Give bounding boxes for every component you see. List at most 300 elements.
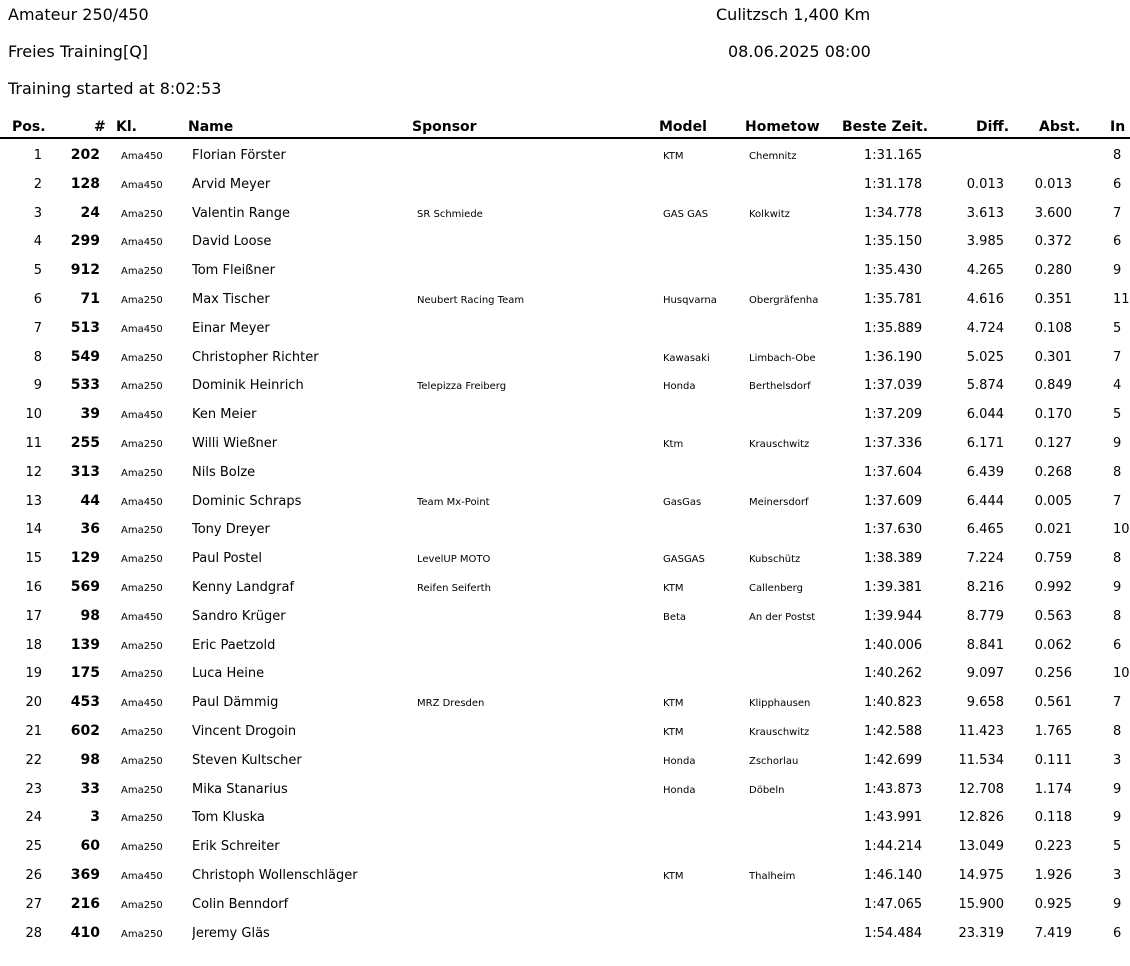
cell-pos: 7 [33, 320, 42, 336]
table-row [0, 256, 1130, 285]
cell-name: Florian Förster [192, 148, 286, 163]
cell-hometown: Thalheim [749, 870, 796, 882]
cell-pos: 19 [25, 666, 42, 682]
cell-gap: 0.280 [1034, 263, 1072, 279]
cell-gap: 0.021 [1034, 522, 1072, 538]
cell-gap: 0.925 [1034, 896, 1072, 912]
cell-in: 9 [1113, 435, 1122, 451]
cell-in: 9 [1113, 810, 1122, 826]
cell-name: Ken Meier [192, 407, 257, 423]
cell-number: 98 [80, 751, 100, 768]
cell-number: 128 [70, 175, 100, 192]
cell-number: 255 [70, 434, 100, 451]
cell-in: 5 [1113, 320, 1122, 336]
cell-model: KTM [663, 698, 684, 710]
cell-in: 6 [1113, 234, 1122, 250]
cell-model: KTM [663, 726, 684, 738]
col-header-diff: Diff. [976, 119, 1010, 135]
cell-pos: 2 [33, 176, 42, 192]
cell-in: 7 [1113, 205, 1122, 221]
col-header-number: # [94, 119, 106, 135]
cell-number: 36 [80, 521, 100, 538]
cell-number: 453 [70, 694, 100, 711]
cell-best-time: 1:35.781 [864, 291, 923, 307]
cell-model: Beta [663, 611, 687, 623]
cell-number: 410 [70, 924, 100, 941]
cell-in: 6 [1113, 637, 1122, 653]
cell-hometown: An der Postst [749, 611, 816, 623]
cell-in: 9 [1113, 896, 1122, 912]
cell-gap: 0.108 [1034, 320, 1072, 336]
cell-class: Ama250 [121, 467, 163, 479]
cell-diff: 0.013 [966, 176, 1004, 192]
cell-name: Max Tischer [192, 291, 270, 307]
cell-best-time: 1:37.336 [864, 435, 923, 451]
cell-number: 299 [70, 233, 100, 250]
cell-sponsor: LevelUP MOTO [417, 554, 491, 566]
cell-class: Ama250 [121, 352, 163, 364]
cell-in: 8 [1113, 723, 1122, 739]
cell-sponsor: MRZ Dresden [417, 698, 485, 710]
cell-class: Ama450 [121, 237, 163, 249]
cell-diff: 15.900 [958, 896, 1004, 912]
table-row [0, 573, 1130, 602]
cell-best-time: 1:46.140 [864, 867, 923, 883]
cell-name: Jeremy Gläs [192, 925, 270, 941]
cell-pos: 4 [33, 234, 42, 250]
cell-name: Arvid Meyer [192, 176, 271, 192]
table-row [0, 631, 1130, 660]
cell-number: 313 [70, 463, 100, 480]
cell-in: 9 [1113, 263, 1122, 279]
cell-name: Christoph Wollenschläger [192, 867, 358, 883]
cell-best-time: 1:40.262 [864, 666, 923, 682]
cell-pos: 27 [25, 896, 42, 912]
cell-in: 6 [1113, 176, 1122, 192]
table-row [0, 544, 1130, 573]
cell-gap: 3.600 [1034, 205, 1072, 221]
cell-pos: 17 [25, 608, 42, 624]
cell-class: Ama250 [121, 208, 163, 220]
cell-pos: 24 [25, 810, 42, 826]
table-row [0, 487, 1130, 516]
cell-class: Ama250 [121, 294, 163, 306]
cell-number: 71 [80, 290, 100, 307]
cell-class: Ama250 [121, 899, 163, 911]
cell-class: Ama250 [121, 928, 163, 940]
cell-diff: 8.779 [966, 608, 1004, 624]
cell-in: 9 [1113, 781, 1122, 797]
cell-best-time: 1:31.165 [864, 148, 923, 163]
cell-name: Paul Postel [192, 551, 263, 567]
table-row [0, 746, 1130, 775]
cell-best-time: 1:37.039 [864, 378, 923, 394]
cell-name: Mika Stanarius [192, 781, 288, 797]
col-header-name: Name [188, 119, 234, 135]
table-row [0, 717, 1130, 746]
cell-pos: 25 [25, 839, 42, 855]
cell-class: Ama450 [121, 323, 163, 335]
cell-name: Dominic Schraps [192, 493, 302, 509]
table-row [0, 832, 1130, 861]
cell-model: Husqvarna [663, 294, 717, 306]
cell-number: 216 [70, 895, 100, 912]
cell-class: Ama250 [121, 554, 163, 566]
cell-number: 202 [70, 147, 100, 163]
cell-class: Ama450 [121, 179, 163, 191]
cell-model: Honda [663, 381, 696, 393]
table-row [0, 199, 1130, 228]
track-name: Culitzsch 1,400 Km [716, 5, 871, 24]
cell-best-time: 1:35.430 [864, 263, 923, 279]
cell-class: Ama250 [121, 381, 163, 393]
cell-class: Ama450 [121, 151, 163, 162]
cell-best-time: 1:37.609 [864, 493, 923, 509]
cell-gap: 1.926 [1034, 867, 1072, 883]
cell-model: GASGAS [663, 554, 705, 566]
cell-name: Willi Wießner [192, 435, 278, 451]
cell-best-time: 1:37.604 [864, 464, 923, 480]
cell-pos: 11 [25, 435, 42, 451]
table-row [0, 890, 1130, 919]
cell-name: Dominik Heinrich [192, 378, 304, 394]
session-start-time: Training started at 8:02:53 [8, 79, 222, 98]
cell-best-time: 1:37.630 [864, 522, 923, 538]
cell-number: 3 [90, 809, 100, 826]
cell-diff: 3.985 [966, 234, 1004, 250]
cell-name: Christopher Richter [192, 349, 319, 365]
cell-in: 10 [1113, 522, 1130, 538]
cell-gap: 1.174 [1034, 781, 1072, 797]
cell-class: Ama250 [121, 842, 163, 854]
cell-hometown: Krauschwitz [749, 438, 810, 450]
cell-hometown: Klipphausen [749, 698, 811, 710]
cell-gap: 7.419 [1034, 925, 1072, 941]
cell-pos: 22 [25, 752, 42, 768]
cell-hometown: Obergräfenha [749, 294, 819, 306]
cell-hometown: Döbeln [749, 784, 785, 796]
table-row [0, 861, 1130, 890]
table-row [0, 458, 1130, 487]
table-row [0, 919, 1130, 948]
col-header-best-time: Beste Zeit. [842, 119, 929, 135]
cell-in: 4 [1113, 378, 1122, 394]
cell-name: Colin Benndorf [192, 896, 289, 912]
cell-gap: 0.005 [1034, 493, 1072, 509]
cell-diff: 9.097 [966, 666, 1004, 682]
cell-pos: 13 [25, 493, 42, 509]
cell-best-time: 1:47.065 [864, 896, 923, 912]
cell-best-time: 1:54.484 [864, 925, 923, 941]
cell-best-time: 1:38.389 [864, 551, 923, 567]
cell-class: Ama250 [121, 266, 163, 278]
cell-number: 60 [80, 838, 100, 855]
cell-name: Luca Heine [192, 666, 265, 682]
cell-name: Vincent Drogoin [192, 723, 297, 739]
cell-in: 10 [1113, 666, 1130, 682]
cell-in: 6 [1113, 925, 1122, 941]
table-row [0, 803, 1130, 832]
cell-number: 44 [80, 492, 100, 509]
cell-class: Ama250 [121, 755, 163, 767]
cell-diff: 7.224 [966, 551, 1004, 567]
col-header-in: In [1110, 119, 1126, 135]
cell-gap: 0.563 [1034, 608, 1072, 624]
cell-number: 39 [80, 406, 100, 423]
col-header-model: Model [659, 119, 707, 135]
cell-hometown: Kubschütz [749, 554, 801, 566]
cell-pos: 3 [33, 205, 42, 221]
cell-gap: 0.062 [1034, 637, 1072, 653]
table-row [0, 371, 1130, 400]
cell-name: Erik Schreiter [192, 839, 280, 855]
cell-pos: 14 [25, 522, 42, 538]
cell-best-time: 1:35.150 [864, 234, 923, 250]
cell-hometown: Kolkwitz [749, 208, 790, 220]
cell-diff: 8.841 [966, 637, 1004, 653]
cell-diff: 6.444 [966, 493, 1004, 509]
cell-sponsor: SR Schmiede [417, 208, 483, 220]
cell-name: Tom Kluska [192, 810, 265, 826]
cell-in: 8 [1113, 148, 1122, 163]
cell-name: Kenny Landgraf [192, 579, 295, 595]
cell-in: 8 [1113, 608, 1122, 624]
cell-name: Tony Dreyer [192, 522, 270, 538]
cell-class: Ama250 [121, 669, 163, 681]
cell-diff: 6.171 [966, 435, 1004, 451]
cell-hometown: Zschorlau [749, 755, 799, 767]
cell-name: David Loose [192, 234, 272, 250]
cell-name: Paul Dämmig [192, 695, 279, 711]
cell-pos: 5 [33, 263, 42, 279]
cell-in: 7 [1113, 493, 1122, 509]
cell-number: 129 [70, 550, 100, 567]
cell-model: KTM [663, 582, 684, 594]
cell-pos: 26 [25, 867, 42, 883]
cell-diff: 11.534 [958, 752, 1004, 768]
cell-pos: 9 [33, 378, 42, 394]
cell-name: Eric Paetzold [192, 637, 276, 653]
cell-gap: 0.256 [1034, 666, 1072, 682]
cell-class: Ama450 [121, 698, 163, 710]
cell-in: 8 [1113, 551, 1122, 567]
cell-diff: 4.616 [966, 291, 1004, 307]
cell-hometown: Chemnitz [749, 151, 797, 162]
cell-class: Ama450 [121, 870, 163, 882]
cell-best-time: 1:40.823 [864, 695, 923, 711]
cell-best-time: 1:34.778 [864, 205, 923, 221]
cell-pos: 10 [25, 407, 42, 423]
cell-pos: 12 [25, 464, 42, 480]
cell-diff: 12.826 [958, 810, 1004, 826]
cell-number: 602 [70, 722, 100, 739]
cell-name: Sandro Krüger [192, 608, 286, 624]
col-header-class: Kl. [116, 119, 137, 135]
cell-diff: 13.049 [958, 839, 1004, 855]
cell-best-time: 1:40.006 [864, 637, 923, 653]
cell-name: Steven Kultscher [192, 752, 302, 768]
cell-class: Ama250 [121, 525, 163, 537]
cell-in: 5 [1113, 407, 1122, 423]
cell-diff: 14.975 [958, 867, 1004, 883]
table-row [0, 285, 1130, 314]
table-row [0, 227, 1130, 256]
session-name: Freies Training[Q] [8, 42, 149, 61]
column-header-row [0, 117, 1130, 139]
cell-name: Tom Fleißner [192, 263, 275, 279]
cell-class: Ama250 [121, 438, 163, 450]
cell-pos: 6 [33, 291, 42, 307]
cell-number: 912 [70, 262, 100, 279]
cell-number: 139 [70, 636, 100, 653]
cell-best-time: 1:37.209 [864, 407, 923, 423]
cell-diff: 6.439 [966, 464, 1004, 480]
cell-class: Ama450 [121, 496, 163, 508]
cell-number: 569 [70, 578, 100, 595]
cell-gap: 0.170 [1034, 407, 1072, 423]
cell-class: Ama450 [121, 611, 163, 623]
event-datetime: 08.06.2025 08:00 [728, 42, 871, 61]
cell-model: GAS GAS [663, 208, 709, 220]
col-header-pos: Pos. [12, 119, 46, 135]
cell-model: Honda [663, 784, 696, 796]
cell-model: GasGas [663, 496, 702, 508]
cell-sponsor: Reifen Seiferth [417, 582, 491, 594]
table-row [0, 775, 1130, 804]
col-header-sponsor: Sponsor [412, 119, 477, 135]
cell-pos: 16 [25, 579, 42, 595]
cell-diff: 11.423 [958, 723, 1004, 739]
cell-pos: 8 [33, 349, 42, 365]
cell-gap: 0.372 [1034, 234, 1072, 250]
col-header-gap: Abst. [1039, 119, 1081, 135]
cell-best-time: 1:42.699 [864, 752, 923, 768]
cell-class: Ama250 [121, 784, 163, 796]
cell-diff: 4.724 [966, 320, 1004, 336]
cell-hometown: Limbach-Obe [749, 352, 816, 364]
cell-in: 9 [1113, 579, 1122, 595]
cell-gap: 0.992 [1034, 579, 1072, 595]
cell-model: KTM [663, 870, 684, 882]
cell-number: 24 [80, 204, 100, 221]
cell-best-time: 1:35.889 [864, 320, 923, 336]
cell-in: 3 [1113, 752, 1122, 768]
cell-diff: 5.874 [966, 378, 1004, 394]
cell-hometown: Berthelsdorf [749, 381, 811, 393]
cell-in: 3 [1113, 867, 1122, 883]
cell-hometown: Krauschwitz [749, 726, 810, 738]
cell-number: 513 [70, 319, 100, 336]
cell-pos: 28 [25, 925, 42, 941]
cell-name: Einar Meyer [192, 320, 270, 336]
cell-diff: 4.265 [966, 263, 1004, 279]
cell-gap: 0.127 [1034, 435, 1072, 451]
cell-in: 11 [1113, 291, 1130, 307]
cell-class: Ama450 [121, 410, 163, 422]
cell-in: 7 [1113, 349, 1122, 365]
results-table [0, 141, 1130, 947]
table-row [0, 170, 1130, 199]
cell-number: 33 [80, 780, 100, 797]
cell-hometown: Callenberg [749, 582, 803, 594]
cell-best-time: 1:39.381 [864, 579, 923, 595]
table-row [0, 400, 1130, 429]
cell-gap: 0.301 [1034, 349, 1072, 365]
table-row [0, 141, 1130, 170]
cell-model: KTM [663, 151, 684, 162]
cell-name: Valentin Range [192, 205, 290, 221]
cell-model: Kawasaki [663, 352, 710, 364]
cell-sponsor: Telepizza Freiberg [417, 381, 507, 393]
cell-gap: 0.561 [1034, 695, 1072, 711]
cell-sponsor: Neubert Racing Team [417, 294, 525, 306]
cell-diff: 23.319 [958, 925, 1004, 941]
cell-number: 369 [70, 866, 100, 883]
table-row [0, 343, 1130, 372]
cell-gap: 0.118 [1034, 810, 1072, 826]
cell-pos: 20 [25, 695, 42, 711]
cell-diff: 3.613 [966, 205, 1004, 221]
cell-sponsor: Team Mx-Point [417, 496, 490, 508]
cell-pos: 15 [25, 551, 42, 567]
cell-diff: 12.708 [958, 781, 1004, 797]
cell-class: Ama250 [121, 640, 163, 652]
table-row [0, 314, 1130, 343]
cell-gap: 1.765 [1034, 723, 1072, 739]
cell-gap: 0.849 [1034, 378, 1072, 394]
cell-best-time: 1:31.178 [864, 176, 923, 192]
cell-gap: 0.351 [1034, 291, 1072, 307]
cell-best-time: 1:42.588 [864, 723, 923, 739]
cell-pos: 18 [25, 637, 42, 653]
cell-best-time: 1:36.190 [864, 349, 923, 365]
cell-model: Honda [663, 755, 696, 767]
table-row [0, 429, 1130, 458]
cell-pos: 21 [25, 723, 42, 739]
table-row [0, 659, 1130, 688]
col-header-hometown: Hometow [745, 119, 820, 135]
cell-model: Ktm [663, 438, 684, 450]
cell-best-time: 1:39.944 [864, 608, 923, 624]
cell-in: 5 [1113, 839, 1122, 855]
cell-in: 8 [1113, 464, 1122, 480]
cell-diff: 9.658 [966, 695, 1004, 711]
cell-diff: 5.025 [966, 349, 1004, 365]
event-class: Amateur 250/450 [8, 5, 149, 24]
cell-name: Nils Bolze [192, 464, 256, 480]
cell-gap: 0.223 [1034, 839, 1072, 855]
table-row [0, 688, 1130, 717]
cell-hometown: Meinersdorf [749, 496, 809, 508]
cell-gap: 0.268 [1034, 464, 1072, 480]
cell-best-time: 1:44.214 [864, 839, 923, 855]
cell-class: Ama250 [121, 726, 163, 738]
cell-number: 533 [70, 377, 100, 394]
cell-best-time: 1:43.873 [864, 781, 923, 797]
cell-gap: 0.111 [1034, 752, 1072, 768]
cell-class: Ama250 [121, 582, 163, 594]
cell-number: 549 [70, 348, 100, 365]
cell-diff: 6.044 [966, 407, 1004, 423]
table-row [0, 515, 1130, 544]
cell-in: 7 [1113, 695, 1122, 711]
table-row [0, 602, 1130, 631]
cell-pos: 1 [33, 148, 42, 163]
cell-gap: 0.759 [1034, 551, 1072, 567]
cell-number: 175 [70, 665, 100, 682]
cell-class: Ama250 [121, 813, 163, 825]
cell-gap: 0.013 [1034, 176, 1072, 192]
